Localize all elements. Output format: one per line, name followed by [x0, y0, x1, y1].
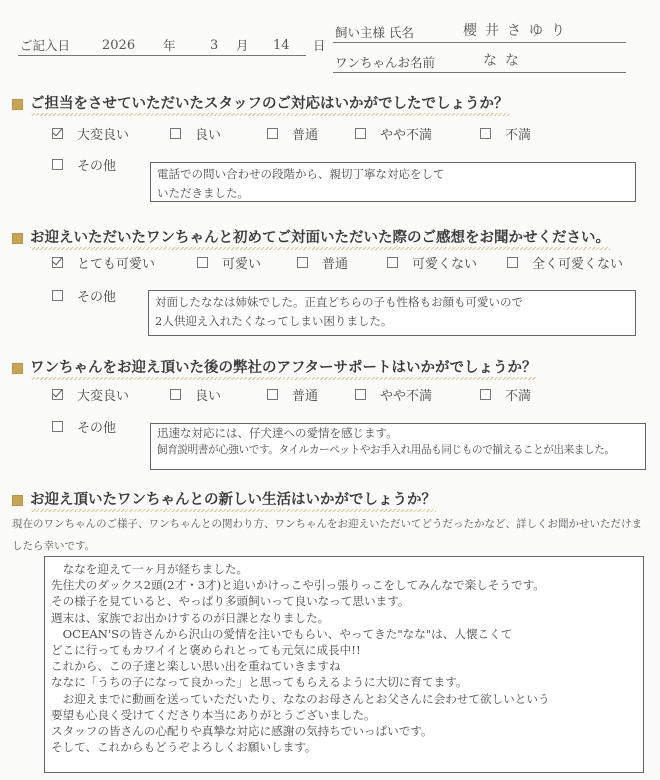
- option-not-cute-at-all[interactable]: 全く可愛くない: [507, 253, 623, 272]
- owner-name-field[interactable]: [333, 25, 626, 43]
- answer-line: ななに「うちの子になって良かった」と思ってもらえるように大切に育てます。: [51, 675, 468, 690]
- section-4-title: [12, 488, 436, 512]
- entry-date-field[interactable]: [18, 36, 326, 56]
- month-unit: 月: [236, 38, 249, 53]
- option-average[interactable]: 普通: [267, 385, 318, 404]
- section-3-comment-box[interactable]: [150, 423, 646, 470]
- checkbox-icon[interactable]: [170, 389, 181, 400]
- checkbox-icon[interactable]: [52, 421, 63, 432]
- section-2-heading: お迎えいただいたワンちゃんと初めてご対面いただいた際のご感想をお聞かせください。: [30, 226, 610, 250]
- checkbox-icon[interactable]: [297, 257, 308, 268]
- option-somewhat-dissatisfied[interactable]: やや不満: [355, 385, 432, 404]
- option-good[interactable]: 良い: [170, 385, 221, 404]
- comment-line: いただきました。: [157, 186, 249, 200]
- checkbox-icon[interactable]: [480, 128, 491, 139]
- option-dissatisfied[interactable]: 不満: [480, 124, 531, 143]
- answer-line: これから、この子達と楽しい思い出を重ねていきますね: [51, 659, 341, 674]
- section-3-heading: ワンちゃんをお迎え頂いた後の弊社のアフターサポートはいかがでしょうか？: [30, 356, 536, 380]
- entry-month-value: 3: [210, 38, 219, 53]
- option-average[interactable]: 普通: [267, 124, 318, 143]
- answer-line: 要望も心良く受けてくださり本当にありがとうございました。: [51, 707, 376, 722]
- answer-line: その様子を見ていると、やっぱり多頭飼いって良いなって思います。: [51, 594, 410, 609]
- checkbox-icon[interactable]: [52, 290, 63, 301]
- comment-line: 対面したななは姉妹でした。正直どちらの子も性格もお顔も可愛いので: [155, 295, 523, 309]
- entry-day-value: 14: [273, 38, 290, 53]
- year-unit: 年: [163, 38, 176, 53]
- checkbox-icon[interactable]: [480, 389, 491, 400]
- answer-line: ななを迎えて一ヶ月が経ちました。: [51, 562, 249, 576]
- checkbox-icon[interactable]: [355, 128, 366, 139]
- comment-line: 電話での問い合わせの段階から、親切丁寧な対応をして: [157, 167, 445, 181]
- option-cute[interactable]: 可愛い: [197, 253, 261, 272]
- option-other[interactable]: その他: [52, 286, 116, 305]
- answer-line: どこに行ってもカワイイと褒められとっても元気に成長中!!: [51, 643, 361, 658]
- option-other[interactable]: その他: [52, 155, 116, 174]
- section-3-title: [12, 356, 536, 380]
- section-marker-icon: [12, 99, 23, 110]
- checkbox-checked-icon[interactable]: [52, 257, 63, 268]
- checkbox-icon[interactable]: [52, 159, 63, 170]
- option-very-cute[interactable]: とても可愛い: [52, 253, 155, 272]
- answer-line: お迎えまでに動画を送っていただいたり、ななのお母さんとお父さんに会わせて欲しいという: [51, 691, 550, 706]
- checkbox-icon[interactable]: [170, 128, 181, 139]
- section-marker-icon: [12, 363, 23, 374]
- checkbox-icon[interactable]: [355, 389, 366, 400]
- comment-line: 2人供迎え入れたくなってしまい困りました。: [155, 314, 393, 328]
- comment-line: 迅速な対応には、仔犬達への愛情を感じます。: [157, 426, 398, 440]
- answer-line: OCEAN'Sの皆さんから沢山の愛情を注いでもらい、やってきた"なな"は、人懐こくて: [51, 626, 513, 641]
- checkbox-icon[interactable]: [267, 128, 278, 139]
- comment-line: 飼育説明書が心強いです。タイルカーペットやお手入れ用品も同じもので揃えることが出来ました。: [157, 444, 615, 456]
- day-unit: 日: [313, 38, 326, 53]
- option-very-good[interactable]: 大変良い: [52, 124, 129, 143]
- section-4-heading: お迎え頂いたワンちゃんとの新しい生活はいかがでしょうか？: [30, 488, 436, 512]
- entry-year-value: 2026: [102, 38, 136, 53]
- option-not-cute[interactable]: 可愛くない: [387, 253, 477, 272]
- section-1-comment-box[interactable]: [150, 162, 636, 202]
- checkbox-icon[interactable]: [267, 389, 278, 400]
- checkbox-checked-icon[interactable]: [52, 389, 63, 400]
- answer-line: そして、これからもどうぞよろしくお願いします。: [51, 740, 317, 755]
- checkbox-icon[interactable]: [197, 257, 208, 268]
- dog-name-value: なな: [483, 53, 527, 69]
- checkbox-checked-icon[interactable]: [52, 128, 63, 139]
- owner-name-label: 飼い主様 氏名: [335, 25, 414, 40]
- section-1-heading: ご担当をさせていただいたスタッフのご対応はいかがでしたでしょうか？: [30, 92, 509, 116]
- section-2-comment-box[interactable]: [148, 290, 636, 336]
- option-very-good[interactable]: 大変良い: [52, 385, 129, 404]
- dog-name-label: ワンちゃんお名前: [335, 55, 436, 70]
- section-2-title: [12, 226, 610, 250]
- entry-date-label: ご記入日: [20, 38, 71, 53]
- option-dissatisfied[interactable]: 不満: [480, 385, 531, 404]
- checkbox-icon[interactable]: [507, 257, 518, 268]
- section-4-answer-box[interactable]: [44, 556, 644, 773]
- answer-line: 週末は、家族でお出かけするのが日課となりました。: [51, 610, 330, 625]
- dog-name-field[interactable]: [333, 55, 626, 73]
- owner-name-value: 櫻井さゆり: [463, 23, 573, 39]
- answer-line: スタッフの皆さんの心配りや真摯な対応に感謝の気持ちでいっぱいです。: [51, 724, 433, 739]
- answer-line: 先住犬のダックス2頭(2才・3才)と追いかけっこや引っ張りっこをしてみんなで楽しそうです。: [51, 578, 545, 593]
- section-1-title: [12, 92, 509, 116]
- option-average[interactable]: 普通: [297, 253, 348, 272]
- section-4-prompt: 現在のワンちゃんのご様子、ワンちゃんとの関わり方、ワンちゃんをお迎えいただいてどうだったかなど、詳しくお聞かせいただけましたら幸いです。: [12, 518, 642, 552]
- option-somewhat-dissatisfied[interactable]: やや不満: [355, 124, 432, 143]
- section-marker-icon: [12, 495, 23, 506]
- section-marker-icon: [12, 233, 23, 244]
- option-good[interactable]: 良い: [170, 124, 221, 143]
- option-other[interactable]: その他: [52, 417, 116, 436]
- checkbox-icon[interactable]: [387, 257, 398, 268]
